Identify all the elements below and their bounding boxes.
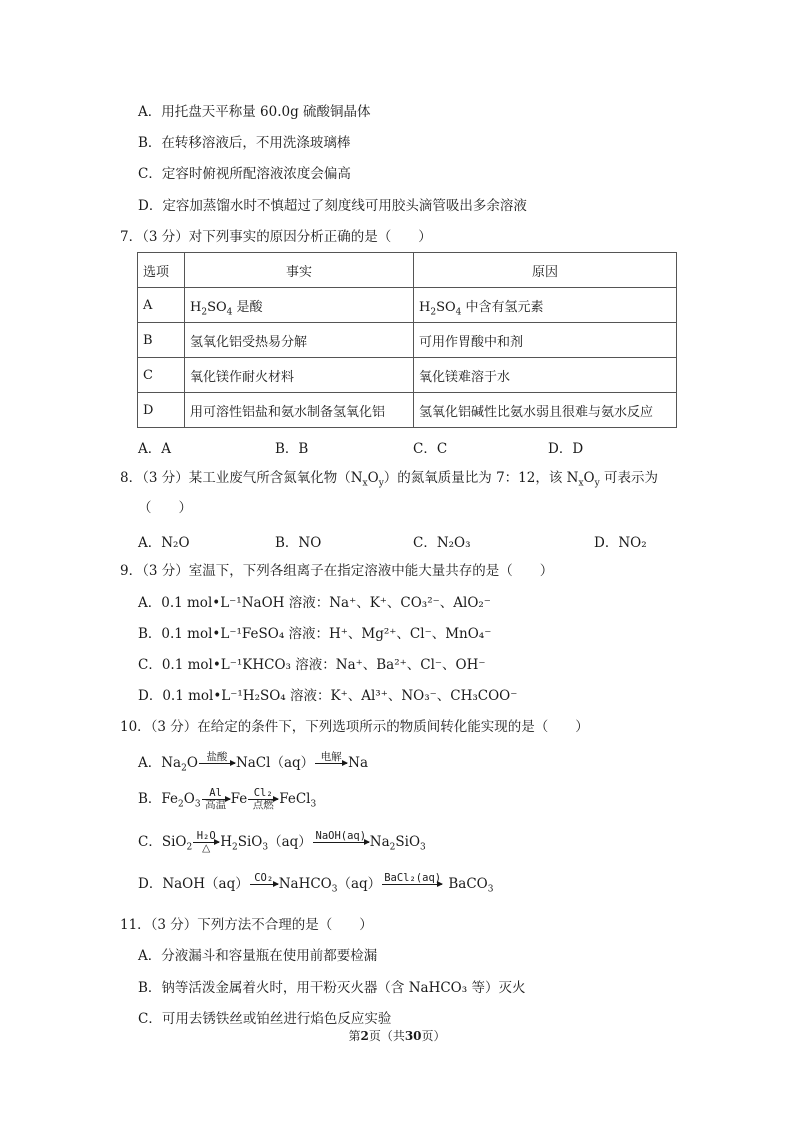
q8-option-a: A．N₂O [138,535,190,551]
header-option: 选项 [138,253,185,288]
q7-option-b: B．B [275,441,309,457]
q9-option-d: D．0.1 mol•L⁻¹H₂SO₄ 溶液：K⁺、Al³⁺、NO₃⁻、CH₃COO⁻ [138,688,518,704]
row-fact: 氧化镁作耐火材料 [185,358,414,393]
row-option: D [138,393,185,428]
reaction-arrow: 电解 [315,752,347,775]
reaction-arrow: 盐酸 [199,752,235,775]
reaction-arrow: H₂O △ [193,831,219,854]
row-option: C [138,358,185,393]
reaction-arrow: NaOH(aq) [313,831,369,854]
q11-stem: 11．（3 分）下列方法不合理的是（ ） [120,917,373,933]
table-row [138,393,677,428]
row-reason: 氢氧化铝碱性比氨水弱且很难与氨水反应 [414,393,677,428]
q11-option-c: C．可用去锈铁丝或铂丝进行焰色反应实验 [138,1011,392,1027]
row-fact: 氢氧化铝受热易分解 [185,323,414,358]
q9-stem: 9．（3 分）室温下，下列各组离子在指定溶液中能大量共存的是（ ） [120,563,554,579]
q10-option-c: C．SiO$_2$ H₂O △ $H_2SiO_3(aq)$ NaOH(aq) $Na_2SiO_3$ [138,830,426,854]
q6-option-a: A．用托盘天平称量 60.0g 硫酸铜晶体 [138,104,371,120]
row-reason: 氧化镁难溶于水 [414,358,677,393]
page-footer: 第2页（共30页） [348,1029,446,1043]
table-row [138,323,677,358]
q7-stem: 7．（3 分）对下列事实的原因分析正确的是（ ） [120,229,432,245]
q11-option-b: B．钠等活泼金属着火时，用干粉灭火器（含 NaHCO₃ 等）灭火 [138,980,526,996]
header-fact: 事实 [185,253,414,288]
q8-stem: 8．（3 分）某工业废气所含氮氧化物$(N_xO_y)$的氮氧质量比为 7：12，该 $N_xO_y$ 可表示为 [120,470,659,489]
q6-option-c: C．定容时俯视所配溶液浓度会偏高 [138,166,351,182]
q9-option-a: A．0.1 mol•L⁻¹NaOH 溶液：Na⁺、K⁺、CO₃²⁻、AlO₂⁻ [138,595,491,611]
table-row [138,358,677,393]
q6-option-b: B．在转移溶液后，不用洗涤玻璃棒 [138,135,351,151]
table-row [138,288,677,323]
row-option: B [138,323,185,358]
q10-option-a: A．$Na_2O$ 盐酸 NaCl（aq） 电解 Na [138,751,369,774]
reaction-arrow: CO₂ [250,873,278,896]
q7-option-d: D．D [548,441,584,457]
q10-option-d: D．NaOH（aq） CO₂ NaHCO$_3$（aq） BaCl₂(aq) BaCO$_3$ [138,872,494,895]
table-header-row [138,253,677,288]
q9-option-c: C．0.1 mol•L⁻¹KHCO₃ 溶液：Na⁺、Ba²⁺、Cl⁻、OH⁻ [138,657,486,673]
q8-answer-paren: （ ） [138,500,192,516]
q7-option-c: C．C [413,441,448,457]
row-reason: $H_2SO_4$ 中含有氢元素 [414,288,677,323]
q11-option-a: A．分液漏斗和容量瓶在使用前都要检漏 [138,948,378,964]
q8-option-c: C．N₂O₃ [413,535,471,551]
q7-table [137,252,677,428]
q10-option-b: B．$Fe_2O_3$ Al 高温 Fe Cl₂ 点燃 FeCl$_3$ [138,787,317,811]
row-fact: $H_2SO_4$ 是酸 [185,288,414,323]
q8-option-d: D．NO₂ [594,535,647,551]
q6-option-d: D．定容加蒸馏水时不慎超过了刻度线可用胶头滴管吸出多余溶液 [138,198,527,214]
reaction-arrow: Cl₂ 点燃 [248,788,278,811]
row-option: A [138,288,185,323]
reaction-arrow: Al 高温 [202,788,230,811]
row-fact: 用可溶性铝盐和氨水制备氢氧化铝 [185,393,414,428]
q10-stem: 10．（3 分）在给定的条件下，下列选项所示的物质间转化能实现的是（ ） [120,719,589,735]
row-reason: 可用作胃酸中和剂 [414,323,677,358]
q8-option-b: B．NO [275,535,322,551]
reaction-arrow: BaCl₂(aq) [384,872,442,884]
q9-option-b: B．0.1 mol•L⁻¹FeSO₄ 溶液：H⁺、Mg²⁺、Cl⁻、MnO₄⁻ [138,626,492,642]
q7-option-a: A．A [138,441,171,457]
header-reason: 原因 [414,253,677,288]
